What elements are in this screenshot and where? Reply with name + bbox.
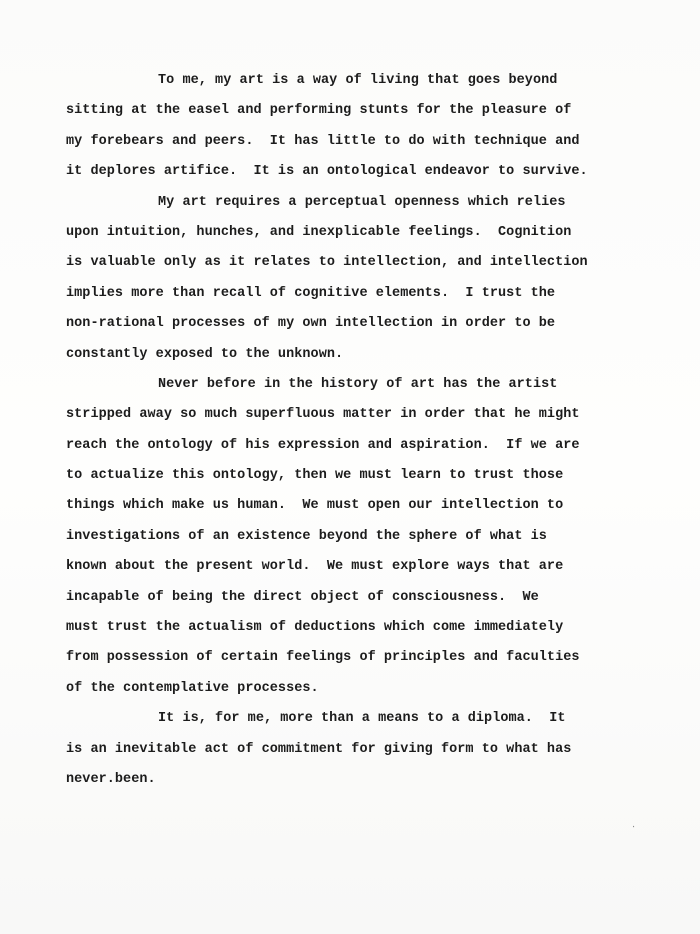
paragraph-2-line-3: is valuable only as it relates to intellection, and intellection	[66, 255, 588, 271]
document-body	[66, 66, 666, 795]
paragraph-4	[66, 704, 666, 795]
paragraph-4-line-1: It is, for me, more than a means to a diploma. It	[158, 711, 566, 727]
paragraph-3-line-5: things which make us human. We must open our intellection to	[66, 498, 564, 514]
paragraph-2-line-4: implies more than recall of cognitive elements. I trust the	[66, 285, 556, 301]
paragraph-3-line-2: stripped away so much superfluous matter in order that he might	[66, 407, 580, 423]
paragraph-2	[66, 188, 666, 370]
paragraph-1-line-4: it deplores artifice. It is an ontological endeavor to survive.	[66, 164, 588, 180]
paragraph-2-line-5: non-rational processes of my own intellection in order to be	[66, 316, 556, 332]
paper-speck-mark: ⋅	[632, 822, 636, 833]
paragraph-3-line-7: known about the present world. We must explore ways that are	[66, 559, 564, 575]
paragraph-1-line-1: To me, my art is a way of living that goes beyond	[158, 73, 558, 88]
paragraph-3	[66, 370, 666, 704]
paragraph-3-line-1: Never before in the history of art has the artist	[158, 376, 558, 392]
paragraph-1-line-3: my forebears and peers. It has little to do with technique and	[66, 133, 580, 149]
paragraph-1-line-2: sitting at the easel and performing stunts for the pleasure of	[66, 103, 572, 119]
paragraph-4-line-2: is an inevitable act of commitment for giving form to what has	[66, 741, 572, 757]
paragraph-3-line-9: must trust the actualism of deductions which come immediately	[66, 620, 564, 636]
paragraph-3-line-3: reach the ontology of his expression and aspiration. If we are	[66, 437, 580, 453]
paragraph-3-line-6: investigations of an existence beyond the sphere of what is	[66, 528, 547, 544]
paragraph-3-line-10: from possession of certain feelings of principles and faculties	[66, 650, 580, 666]
paragraph-2-line-2: upon intuition, hunches, and inexplicable feelings. Cognition	[66, 224, 572, 240]
paragraph-3-line-8: incapable of being the direct object of consciousness. We	[66, 589, 539, 605]
paragraph-2-line-1: My art requires a perceptual openness which relies	[158, 194, 566, 210]
paragraph-4-line-3: never.been.	[66, 771, 156, 787]
paragraph-3-line-11: of the contemplative processes.	[66, 680, 319, 696]
paragraph-2-line-6: constantly exposed to the unknown.	[66, 346, 344, 362]
paragraph-3-line-4: to actualize this ontology, then we must learn to trust those	[66, 468, 564, 484]
paragraph-1	[66, 66, 666, 188]
